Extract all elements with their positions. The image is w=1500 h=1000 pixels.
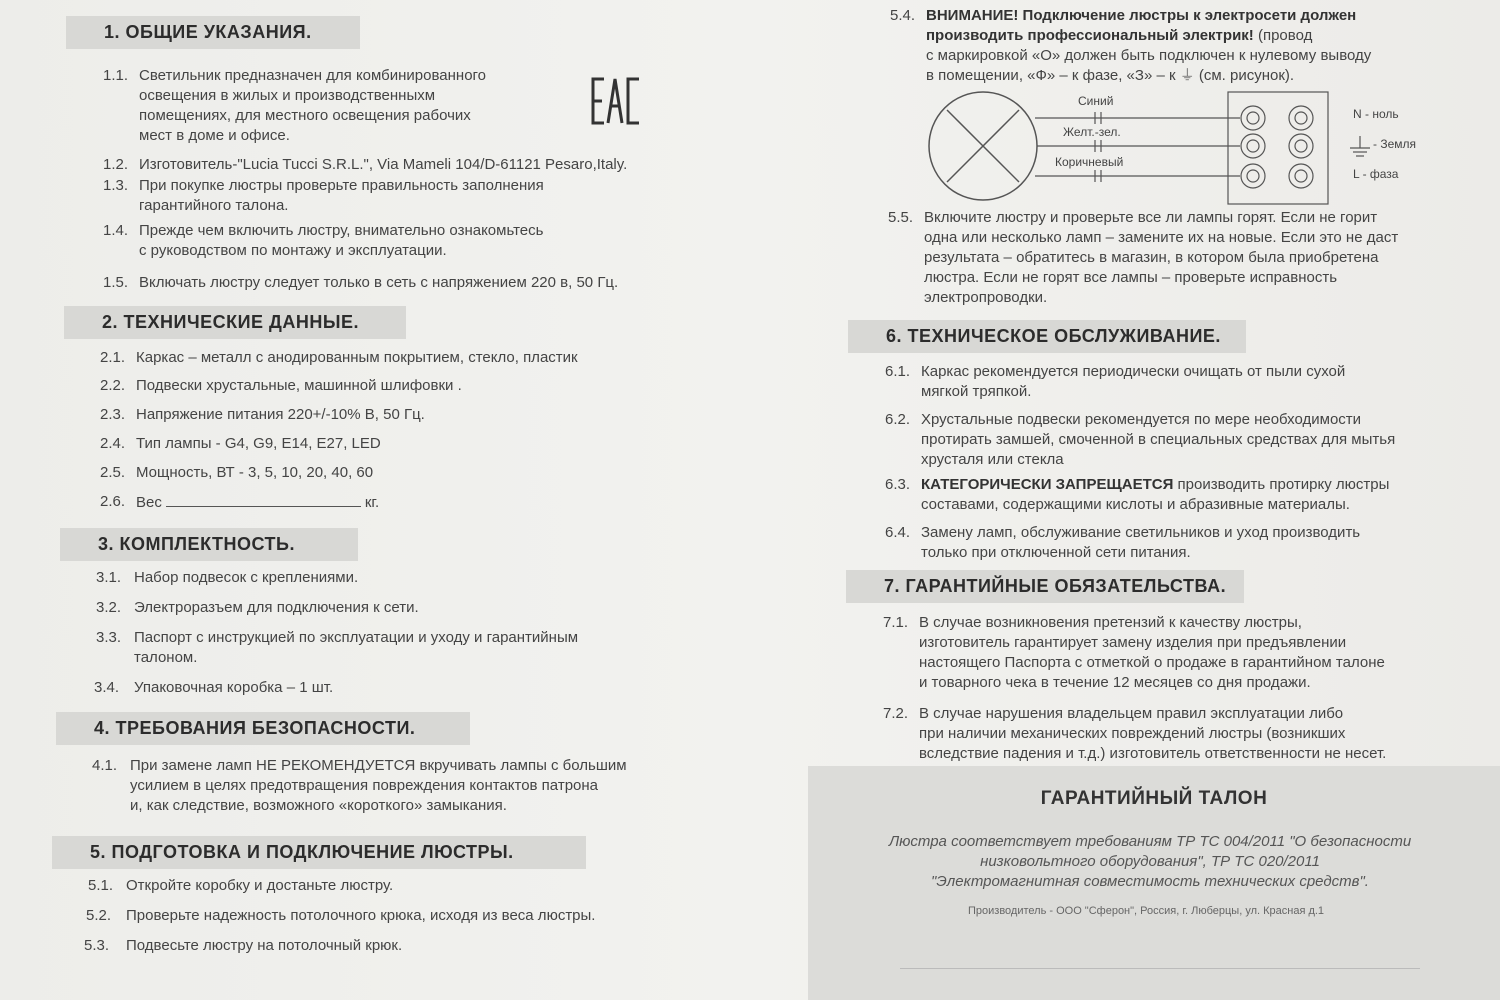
lamp-symbol <box>929 92 1037 200</box>
section-2-title: 2. ТЕХНИЧЕСКИЕ ДАННЫЕ. <box>64 306 406 339</box>
section-5-title: 5. ПОДГОТОВКА И ПОДКЛЮЧЕНИЕ ЛЮСТРЫ. <box>52 836 586 869</box>
item-number: 6.4. <box>885 524 911 541</box>
item-text: Светильник предназначен для комбинированного освещения в жилых и производственныхм помещениях, для местного освещения рабочих мест в доме и офисе. <box>139 67 487 144</box>
item-text: Откройте коробку и достаньте люстру. <box>126 877 394 894</box>
warranty-signature-line <box>900 968 1420 969</box>
item-text: Каркас – металл с анодированным покрытием, стекло, пластик <box>136 349 578 366</box>
item-text: Хрустальные подвески рекомендуется по мере необходимости протирать замшей, смоченной в специальных средствах для мытья хрусталя или стекла <box>921 411 1396 468</box>
item-text: Включите люстру и проверьте все ли лампы горят. Если не горит одна или несколько ламп – замените их на новые. Если это не даст результата – обратитесь в магазин, в котором была приобретена люстра. Если не горят все лампы – проверьте исправность электропроводки. <box>924 209 1399 306</box>
eac-logo <box>590 76 642 126</box>
wiring-diagram <box>925 88 1485 208</box>
item-text: Изготовитель-"Lucia Tucci S.R.L.", Via Mameli 104/D-61121 Pesaro,Italy. <box>139 156 628 173</box>
item-text: Прежде чем включить люстру, внимательно ознакомьтесь с руководством по монтажу и эксплуатации. <box>139 222 544 259</box>
section-1-title: 1. ОБЩИЕ УКАЗАНИЯ. <box>66 16 360 49</box>
item-number: 2.1. <box>100 349 126 366</box>
item-text <box>921 475 1481 515</box>
item-text <box>926 6 1486 86</box>
item-number: 7.1. <box>883 614 909 631</box>
item-number: 6.2. <box>885 411 911 428</box>
item-number: 6.1. <box>885 363 911 380</box>
section-6-title: 6. ТЕХНИЧЕСКОЕ ОБСЛУЖИВАНИЕ. <box>848 320 1246 353</box>
item-number: 1.2. <box>103 156 129 173</box>
section-7-title: 7. ГАРАНТИЙНЫЕ ОБЯЗАТЕЛЬСТВА. <box>846 570 1244 603</box>
item-text: Мощность, ВТ - 3, 5, 10, 20, 40, 60 <box>136 464 374 481</box>
wire-label-yellow-green: Желт.-зел. <box>1063 125 1121 139</box>
item-number: 1.5. <box>103 274 129 291</box>
item-text: Упаковочная коробка – 1 шт. <box>134 679 334 696</box>
ground-symbol <box>1350 136 1370 156</box>
item-number: 5.1. <box>88 877 114 894</box>
item-text: Проверьте надежность потолочного крюка, исходя из веса люстры. <box>126 907 596 924</box>
item-number: 7.2. <box>883 705 909 722</box>
item-number: 3.1. <box>96 569 122 586</box>
item-text: При покупке люстры проверьте правильность заполнения гарантийного талона. <box>139 177 544 214</box>
item-number: 5.3. <box>84 937 110 954</box>
item-text: Тип лампы - G4, G9, E14, E27, LED <box>136 435 381 452</box>
warranty-title: ГАРАНТИЙНЫЙ ТАЛОН <box>1040 788 1268 809</box>
item-text: В случае возникновения претензий к качеству люстры, изготовитель гарантирует замену изделия при предъявлении настоящего Паспорта с отметкой о продаже в гарантийном талоне и товарного чека в течение 12 месяцев со дня продажи. <box>919 614 1385 691</box>
item-number: 1.3. <box>103 177 129 194</box>
weight-blank-line <box>166 492 361 507</box>
weight-unit: кг. <box>364 494 380 511</box>
ground-label: - Земля <box>1373 137 1417 151</box>
item-number: 5.4. <box>890 7 916 24</box>
item-number: 2.6. <box>100 493 126 510</box>
terminal-block <box>1241 106 1313 188</box>
wire-label-brown: Коричневый <box>1055 155 1124 169</box>
item-number: 5.2. <box>86 907 112 924</box>
item-text <box>136 492 676 513</box>
item-text: Замену ламп, обслуживание светильников и уход производить только при отключенной сети питания. <box>921 524 1361 561</box>
item-number: 2.3. <box>100 406 126 423</box>
item-number: 4.1. <box>92 757 118 774</box>
warning-text: ВНИМАНИЕ! Подключение люстры к электросети должен производить профессиональный электрик! <box>926 7 1357 44</box>
item-number: 2.5. <box>100 464 126 481</box>
section-3-title: 3. КОМПЛЕКТНОСТЬ. <box>60 528 358 561</box>
item-text: Подвески хрустальные, машинной шлифовки . <box>136 377 462 394</box>
phase-label: L - фаза <box>1353 167 1399 181</box>
item-number: 6.3. <box>885 476 911 493</box>
prohibition-rest: производить протирку люстры составами, содержащими кислоты и абразивные материалы. <box>921 476 1390 513</box>
item-number: 2.4. <box>100 435 126 452</box>
wire-label-blue: Синий <box>1078 94 1114 108</box>
item-text: Паспорт с инструкцией по эксплуатации и уходу и гарантийным талоном. <box>134 629 579 666</box>
item-number: 3.4. <box>94 679 120 696</box>
wiring-instruction: (провод с маркировкой «О» должен быть подключен к нулевому выводу в помещении, «Ф» – к фазе, «З» – к ⏚ (см. рисунок). <box>926 27 1372 84</box>
item-text: При замене ламп НЕ РЕКОМЕНДУЕТСЯ вкручивать лампы с большим усилием в целях предотвращения повреждения контактов патрона и, как следствие, возможного «короткого» замыкания. <box>130 757 627 814</box>
item-number: 1.4. <box>103 222 129 239</box>
item-text: Напряжение питания 220+/-10% В, 50 Гц. <box>136 406 425 423</box>
prohibition-text: КАТЕГОРИЧЕСКИ ЗАПРЕЩАЕТСЯ <box>921 476 1174 493</box>
item-text: Подвесьте люстру на потолочный крюк. <box>126 937 403 954</box>
item-number: 3.3. <box>96 629 122 646</box>
item-text: В случае нарушения владельцем правил эксплуатации либо при наличии механических повреждений люстры (возникших вследствие падения и т.д.) изготовитель ответственности не несет. <box>919 705 1387 762</box>
item-text: Электроразъем для подключения к сети. <box>134 599 419 616</box>
item-number: 1.1. <box>103 67 129 84</box>
item-text: Набор подвесок с креплениями. <box>134 569 359 586</box>
item-text: Каркас рекомендуется периодически очищать от пыли сухой мягкой тряпкой. <box>921 363 1346 400</box>
warranty-manufacturer: Производитель - ООО "Сферон", Россия, г. Люберцы, ул. Красная д.1 <box>968 905 1325 917</box>
item-number: 2.2. <box>100 377 126 394</box>
weight-label: Вес <box>136 494 162 511</box>
item-text: Включать люстру следует только в сеть с напряжением 220 в, 50 Гц. <box>139 274 619 291</box>
neutral-label: N - ноль <box>1353 107 1399 121</box>
item-number: 5.5. <box>888 209 914 226</box>
item-number: 3.2. <box>96 599 122 616</box>
section-4-title: 4. ТРЕБОВАНИЯ БЕЗОПАСНОСТИ. <box>56 712 470 745</box>
warranty-compliance-text: Люстра соответствует требованиям ТР ТС 004/2011 "О безопасности низковольтного оборудования", ТР ТС 020/2011 "Электромагнитная совместимость технических средств". <box>888 833 1412 890</box>
